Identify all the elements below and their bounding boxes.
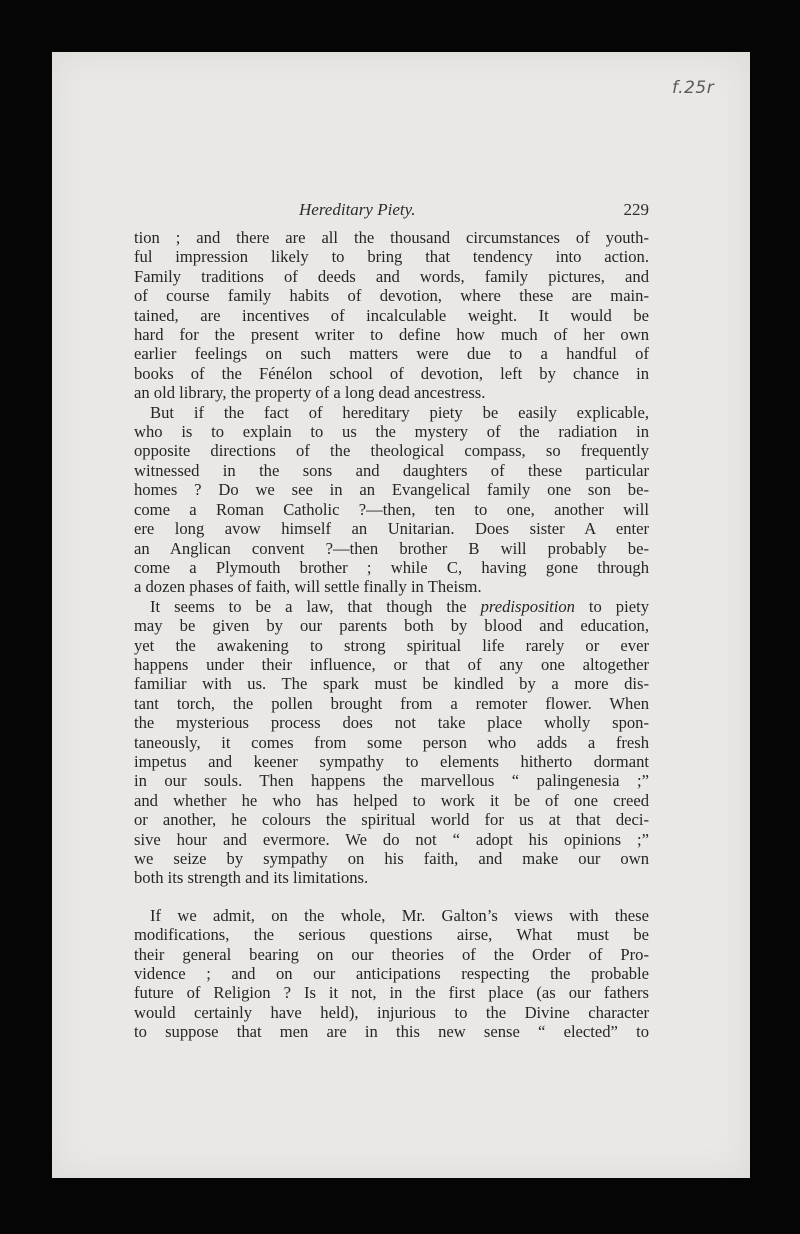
text-fragment: It seems to be a law, that though the xyxy=(150,596,481,616)
text-line: books of the Fénélon school of devotion, left by chance in xyxy=(134,363,649,383)
text-line xyxy=(150,597,649,616)
text-line: vidence ; and on our anticipations respecting the probable xyxy=(134,964,649,984)
text-fragment: to piety xyxy=(574,596,649,616)
text-line: yet the awakening to strong spiritual life rarely or ever xyxy=(134,635,649,655)
folio-mark: f.25r xyxy=(672,78,715,98)
text-line: come a Plymouth brother ; while C, having gone through xyxy=(134,557,649,577)
text-line: future of Religion ? Is it not, in the first place (as our fathers xyxy=(134,983,649,1003)
text-line: taneously, it comes from some person who adds a fresh xyxy=(134,732,649,752)
text-line: who is to explain to us the mystery of the radiation in xyxy=(134,422,649,442)
paragraph-4 xyxy=(134,906,649,1042)
text-line: tained, are incentives of incalculable weight. It would be xyxy=(134,305,649,325)
text-line: and whether he who has helped to work it be of one creed xyxy=(134,790,649,810)
text-line: sive hour and evermore. We do not “ adopt his opinions ;” xyxy=(134,829,649,849)
text-line: opposite directions of the theological compass, so frequently xyxy=(134,441,649,461)
page-header xyxy=(134,200,649,222)
paragraph-1 xyxy=(134,228,649,403)
paragraph-3 xyxy=(134,597,649,888)
running-title: Hereditary Piety. xyxy=(299,200,416,219)
emphasis-text: predisposition xyxy=(480,596,575,616)
text-line: both its strength and its limitations. xyxy=(134,868,369,888)
text-line: earlier feelings on such matters were due to a handful of xyxy=(134,344,649,364)
text-line: Family traditions of deeds and words, family pictures, and xyxy=(134,266,649,286)
text-line: witnessed in the sons and daughters of these particular xyxy=(134,460,649,480)
text-line: in our souls. Then happens the marvellous “ palingenesia ;” xyxy=(134,771,649,791)
text-line: If we admit, on the whole, Mr. Galton’s views with these xyxy=(150,905,649,925)
text-line: modifications, the serious questions airse, What must be xyxy=(134,925,649,945)
text-line: their general bearing on our theories of the Order of Pro- xyxy=(134,944,649,964)
text-line: tant torch, the pollen brought from a remoter flower. When xyxy=(134,693,649,713)
text-line: the mysterious process does not take place wholly spon- xyxy=(134,713,649,733)
text-line: an Anglican convent ?—then brother B will probably be- xyxy=(134,538,649,558)
text-line: may be given by our parents both by blood and education, xyxy=(134,616,649,636)
text-line: impetus and keener sympathy to elements hitherto dormant xyxy=(134,751,649,771)
text-line: ere long avow himself an Unitarian. Does sister A enter xyxy=(134,519,649,539)
text-line: we seize by sympathy on his faith, and make our own xyxy=(134,849,649,868)
text-line: an old library, the property of a long dead ancestress. xyxy=(134,383,486,403)
text-line: hard for the present writer to define how much of her own xyxy=(134,325,649,345)
text-line: tion ; and there are all the thousand circumstances of youth- xyxy=(134,228,649,247)
text-line: familiar with us. The spark must be kindled by a more dis- xyxy=(134,674,649,694)
body-text xyxy=(134,228,649,1042)
page-number: 229 xyxy=(623,200,649,219)
text-line: But if the fact of hereditary piety be easily explicable, xyxy=(150,402,649,422)
paragraph-2 xyxy=(134,403,649,597)
text-line: come a Roman Catholic ?—then, ten to one, another will xyxy=(134,499,649,519)
text-line: or another, he colours the spiritual world for us at that deci- xyxy=(134,810,649,830)
text-line: of course family habits of devotion, where these are main- xyxy=(134,286,649,306)
book-page xyxy=(52,52,750,1178)
text-line: would certainly have held), injurious to the Divine character xyxy=(134,1002,649,1022)
text-line: ful impression likely to bring that tendency into action. xyxy=(134,247,649,267)
text-line: to suppose that men are in this new sense “ elected” to xyxy=(134,1022,649,1042)
text-line: a dozen phases of faith, will settle finally in Theism. xyxy=(134,577,482,597)
text-line: homes ? Do we see in an Evangelical family one son be- xyxy=(134,480,649,500)
text-line: happens under their influence, or that of any one altogether xyxy=(134,654,649,674)
